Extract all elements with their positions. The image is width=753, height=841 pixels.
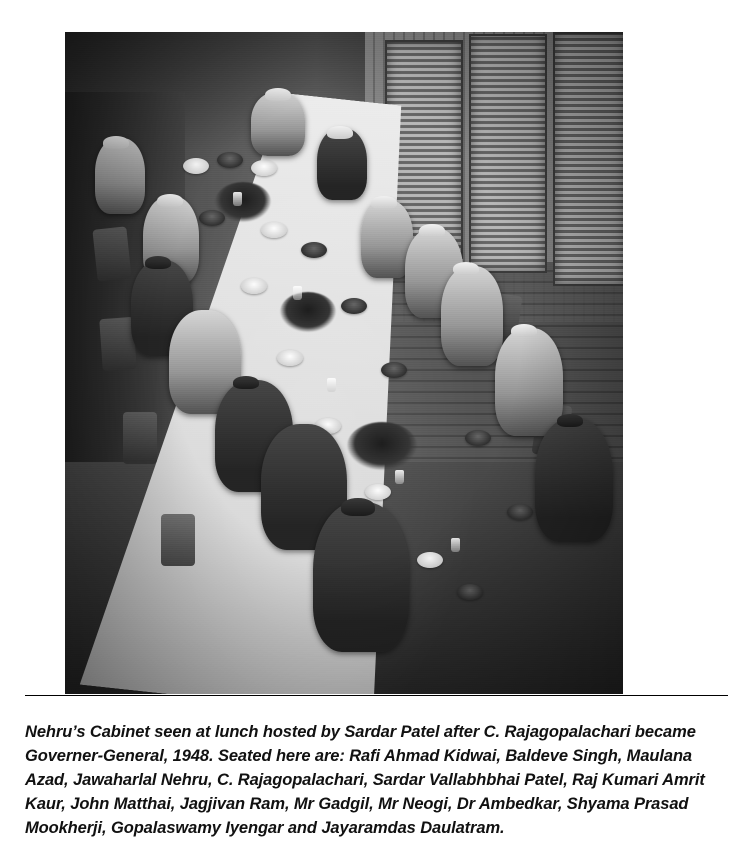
drinking-glass xyxy=(233,192,242,206)
floral-centrepiece xyxy=(347,422,417,470)
dining-chair xyxy=(92,226,131,281)
window-shutter xyxy=(553,32,623,286)
table-plate xyxy=(261,222,287,238)
table-plate xyxy=(365,484,391,500)
guest-cap xyxy=(419,224,445,237)
guest-cap xyxy=(233,376,259,389)
guest-cap xyxy=(103,136,129,149)
seated-guest xyxy=(95,138,145,214)
drinking-glass xyxy=(451,538,460,552)
guest-cap xyxy=(557,414,583,427)
drinking-glass xyxy=(293,286,302,300)
guest-cap xyxy=(265,88,291,101)
seated-guest xyxy=(313,502,409,652)
dining-chair xyxy=(123,412,157,464)
table-plate xyxy=(381,362,407,378)
table-plate xyxy=(465,430,491,446)
table-plate xyxy=(301,242,327,258)
table-plate xyxy=(277,350,303,366)
table-plate xyxy=(183,158,209,174)
figure-caption: Nehru’s Cabinet seen at lunch hosted by Sardar Patel after C. Rajagopalachari became Governer-General, 1948. Seated here are: Rafi Ahmad Kidwai, Baldeve Singh, Maulana Azad, Jawaharlal Nehru, C. Rajagopalachari, Sardar Vallabhbhai Patel, Raj Kumari Amrit Kaur, John Matthai, Jagjivan Ram, Mr Gadgil, Mr Neogi, Dr Ambedkar, Shyama Prasad Mookherji, Gopalaswamy Iyengar and Jayaramdas Daulatram. xyxy=(25,722,705,838)
guest-cap xyxy=(145,256,171,269)
drinking-glass xyxy=(395,470,404,484)
guest-cap xyxy=(327,126,353,139)
seated-guest xyxy=(251,92,305,156)
seated-guest xyxy=(441,266,503,366)
seated-guest xyxy=(535,418,613,542)
floral-centrepiece xyxy=(280,292,336,332)
guest-cap xyxy=(453,262,479,275)
table-plate xyxy=(507,504,533,520)
guest-cap xyxy=(157,194,183,207)
table-plate xyxy=(341,298,367,314)
caption-divider xyxy=(25,695,728,696)
guest-cap xyxy=(371,196,397,209)
photograph-image xyxy=(65,32,623,694)
table-plate xyxy=(457,584,483,600)
table-plate xyxy=(241,278,267,294)
guest-cap xyxy=(341,498,375,516)
photograph-figure xyxy=(65,32,623,694)
guest-cap xyxy=(511,324,537,337)
seated-guest xyxy=(495,328,563,436)
table-plate xyxy=(417,552,443,568)
table-plate xyxy=(217,152,243,168)
dining-chair xyxy=(161,514,195,566)
drinking-glass xyxy=(327,378,336,392)
table-plate xyxy=(251,160,277,176)
table-plate xyxy=(199,210,225,226)
